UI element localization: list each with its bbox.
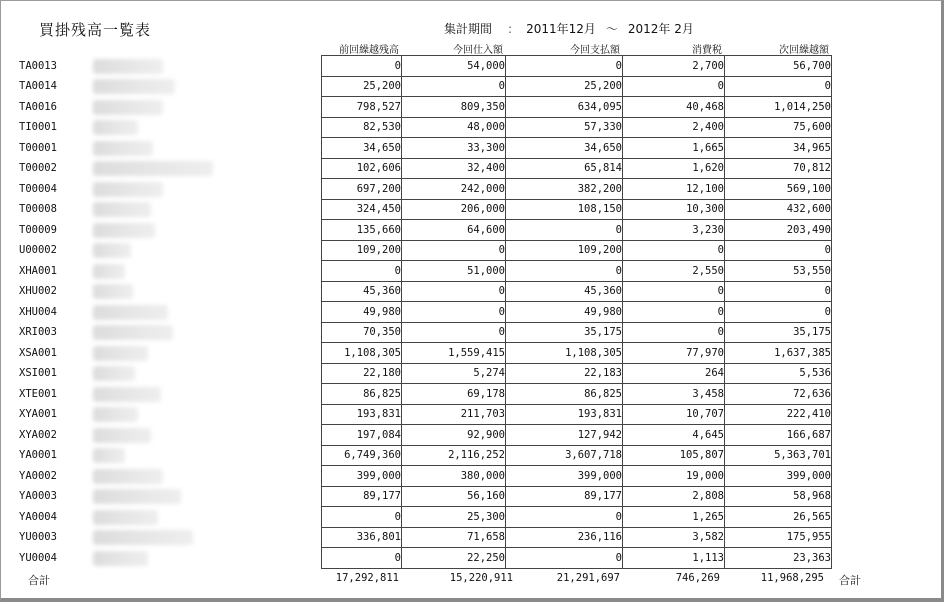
cell-purchases: 206,000 [402,199,506,220]
redaction-blur [93,407,138,422]
cell-prev-balance: 89,177 [322,486,402,507]
cell-prev-balance: 0 [322,507,402,528]
cell-tax: 0 [623,281,725,302]
cell-payments: 22,183 [506,363,623,384]
cell-payments: 49,980 [506,302,623,323]
cell-next-balance: 23,363 [725,548,832,569]
cell-purchases: 25,300 [402,507,506,528]
cell-prev-balance: 1,108,305 [322,343,402,364]
cell-payments: 399,000 [506,466,623,487]
cell-next-balance: 70,812 [725,158,832,179]
report-title: 買掛残高一覧表 [39,21,152,39]
cell-purchases: 0 [402,281,506,302]
cell-purchases: 2,116,252 [402,445,506,466]
supplier-name-redacted [93,343,322,364]
supplier-code: YA0004 [19,510,57,523]
totals-label-right: 合計 [839,574,861,587]
table-row [19,507,832,528]
totals-label-left: 合計 [28,574,50,587]
cell-next-balance: 1,637,385 [725,343,832,364]
cell-prev-balance: 6,749,360 [322,445,402,466]
cell-tax: 2,700 [623,56,725,77]
cell-next-balance: 72,636 [725,384,832,405]
cell-prev-balance: 798,527 [322,97,402,118]
table-row [19,466,832,487]
cell-payments: 1,108,305 [506,343,623,364]
cell-purchases: 0 [402,322,506,343]
redaction-blur [93,202,151,217]
supplier-code: XSA001 [19,346,57,359]
cell-prev-balance: 49,980 [322,302,402,323]
supplier-name-redacted [93,117,322,138]
redaction-blur [93,469,163,484]
supplier-name-redacted [93,527,322,548]
cell-payments: 382,200 [506,179,623,200]
redaction-blur [93,325,173,340]
column-header-tax: 消費税 [692,45,722,56]
table-row [19,56,832,77]
supplier-code: YA0001 [19,449,57,462]
redaction-blur [93,448,125,463]
cell-tax: 1,113 [623,548,725,569]
cell-tax: 0 [623,76,725,97]
cell-purchases: 809,350 [402,97,506,118]
cell-tax: 0 [623,240,725,261]
cell-tax: 1,265 [623,507,725,528]
cell-next-balance: 26,565 [725,507,832,528]
cell-payments: 3,607,718 [506,445,623,466]
column-header-purchases: 今回仕入額 [453,45,503,56]
redaction-blur [93,264,125,279]
cell-prev-balance: 0 [322,261,402,282]
supplier-name-redacted [93,261,322,282]
table-row [19,486,832,507]
column-header-prev-balance: 前回繰越残高 [339,45,399,56]
total-tax: 746,269 [675,572,720,584]
cell-tax: 2,550 [623,261,725,282]
cell-purchases: 5,274 [402,363,506,384]
cell-tax: 77,970 [623,343,725,364]
cell-next-balance: 0 [725,76,832,97]
cell-tax: 1,620 [623,158,725,179]
supplier-name-redacted [93,404,322,425]
period-from: 2011年12月 [526,22,596,36]
cell-next-balance: 34,965 [725,138,832,159]
cell-tax: 0 [623,302,725,323]
supplier-code: YU0003 [19,531,57,544]
cell-prev-balance: 324,450 [322,199,402,220]
cell-next-balance: 0 [725,281,832,302]
table-row [19,158,832,179]
total-purchases: 15,220,911 [449,572,513,584]
cell-purchases: 51,000 [402,261,506,282]
table-row [19,425,832,446]
cell-purchases: 92,900 [402,425,506,446]
cell-prev-balance: 697,200 [322,179,402,200]
cell-prev-balance: 25,200 [322,76,402,97]
cell-prev-balance: 197,084 [322,425,402,446]
cell-payments: 57,330 [506,117,623,138]
table-row [19,404,832,425]
cell-purchases: 33,300 [402,138,506,159]
supplier-name-redacted [93,97,322,118]
cell-prev-balance: 86,825 [322,384,402,405]
table-row [19,97,832,118]
cell-prev-balance: 193,831 [322,404,402,425]
cell-purchases: 71,658 [402,527,506,548]
cell-purchases: 32,400 [402,158,506,179]
table-row [19,302,832,323]
cell-prev-balance: 22,180 [322,363,402,384]
supplier-name-redacted [93,281,322,302]
cell-payments: 634,095 [506,97,623,118]
table-row [19,363,832,384]
cell-payments: 108,150 [506,199,623,220]
supplier-name-redacted [93,199,322,220]
table-row [19,322,832,343]
period-tilde: ～ [605,22,618,36]
cell-purchases: 69,178 [402,384,506,405]
supplier-code: YA0003 [19,490,57,503]
cell-prev-balance: 70,350 [322,322,402,343]
redaction-blur [93,428,151,443]
cell-next-balance: 166,687 [725,425,832,446]
supplier-name-redacted [93,466,322,487]
cell-purchases: 1,559,415 [402,343,506,364]
table-row [19,179,832,200]
cell-tax: 264 [623,363,725,384]
cell-next-balance: 75,600 [725,117,832,138]
redaction-blur [93,551,148,566]
table-row [19,548,832,569]
cell-payments: 0 [506,261,623,282]
cell-tax: 3,458 [623,384,725,405]
supplier-code: T00008 [19,203,57,216]
cell-payments: 109,200 [506,240,623,261]
supplier-code: XRI003 [19,326,57,339]
cell-purchases: 0 [402,240,506,261]
supplier-code: XHU002 [19,285,57,298]
supplier-name-redacted [93,56,322,77]
cell-purchases: 0 [402,76,506,97]
cell-tax: 3,582 [623,527,725,548]
supplier-code: T00002 [19,162,57,175]
supplier-code: TA0013 [19,59,57,72]
cell-tax: 19,000 [623,466,725,487]
cell-payments: 45,360 [506,281,623,302]
supplier-name-redacted [93,363,322,384]
redaction-blur [93,346,148,361]
table-row [19,343,832,364]
cell-payments: 193,831 [506,404,623,425]
supplier-name-redacted [93,425,322,446]
cell-next-balance: 56,700 [725,56,832,77]
cell-tax: 40,468 [623,97,725,118]
cell-next-balance: 53,550 [725,261,832,282]
cell-payments: 0 [506,56,623,77]
cell-tax: 3,230 [623,220,725,241]
redaction-blur [93,510,158,525]
balance-table-body [19,56,832,569]
cell-prev-balance: 0 [322,56,402,77]
supplier-name-redacted [93,486,322,507]
supplier-name-redacted [93,445,322,466]
supplier-name-redacted [93,548,322,569]
supplier-code: T00004 [19,182,57,195]
redaction-blur [93,530,193,545]
cell-next-balance: 222,410 [725,404,832,425]
cell-tax: 2,400 [623,117,725,138]
cell-purchases: 242,000 [402,179,506,200]
supplier-code: XYA001 [19,408,57,421]
cell-next-balance: 0 [725,302,832,323]
supplier-code: TA0014 [19,80,57,93]
cell-next-balance: 399,000 [725,466,832,487]
cell-next-balance: 35,175 [725,322,832,343]
cell-tax: 12,100 [623,179,725,200]
cell-payments: 34,650 [506,138,623,159]
redaction-blur [93,223,155,238]
supplier-name-redacted [93,138,322,159]
cell-payments: 0 [506,220,623,241]
cell-payments: 0 [506,548,623,569]
table-row [19,76,832,97]
cell-tax: 0 [623,322,725,343]
cell-prev-balance: 82,530 [322,117,402,138]
supplier-code: XSI001 [19,367,57,380]
redaction-blur [93,305,168,320]
supplier-code: XYA002 [19,428,57,441]
supplier-code: YU0004 [19,551,57,564]
cell-prev-balance: 135,660 [322,220,402,241]
supplier-code: XHA001 [19,264,57,277]
cell-purchases: 48,000 [402,117,506,138]
redaction-blur [93,59,163,74]
cell-next-balance: 5,536 [725,363,832,384]
supplier-code: XTE001 [19,387,57,400]
table-row [19,240,832,261]
cell-next-balance: 569,100 [725,179,832,200]
supplier-code: T00001 [19,141,57,154]
redaction-blur [93,182,163,197]
supplier-code: XHU004 [19,305,57,318]
cell-prev-balance: 109,200 [322,240,402,261]
cell-tax: 10,707 [623,404,725,425]
redaction-blur [93,387,161,402]
cell-prev-balance: 336,801 [322,527,402,548]
cell-payments: 65,814 [506,158,623,179]
total-prev-balance: 17,292,811 [335,572,399,584]
cell-next-balance: 1,014,250 [725,97,832,118]
column-header-payments: 今回支払額 [570,45,620,56]
cell-purchases: 64,600 [402,220,506,241]
supplier-name-redacted [93,507,322,528]
redaction-blur [93,120,138,135]
cell-tax: 105,807 [623,445,725,466]
table-row [19,220,832,241]
supplier-code: TA0016 [19,100,57,113]
cell-purchases: 22,250 [402,548,506,569]
cell-next-balance: 5,363,701 [725,445,832,466]
cell-prev-balance: 102,606 [322,158,402,179]
cell-next-balance: 0 [725,240,832,261]
table-row [19,199,832,220]
cell-tax: 2,808 [623,486,725,507]
period-label: 集計期間 [444,22,493,36]
supplier-name-redacted [93,384,322,405]
redaction-blur [93,79,175,94]
supplier-code: T00009 [19,223,57,236]
redaction-blur [93,161,213,176]
table-row [19,527,832,548]
table-row [19,384,832,405]
period-header [444,20,694,37]
redaction-blur [93,100,163,115]
period-separator: : [508,22,513,36]
cell-purchases: 380,000 [402,466,506,487]
cell-payments: 25,200 [506,76,623,97]
cell-payments: 236,116 [506,527,623,548]
totals-row [1,572,945,590]
redaction-blur [93,141,153,156]
cell-prev-balance: 45,360 [322,281,402,302]
redaction-blur [93,284,133,299]
redaction-blur [93,243,131,258]
supplier-name-redacted [93,179,322,200]
cell-prev-balance: 399,000 [322,466,402,487]
cell-tax: 1,665 [623,138,725,159]
redaction-blur [93,489,181,504]
table-row [19,281,832,302]
supplier-name-redacted [93,220,322,241]
supplier-name-redacted [93,158,322,179]
cell-purchases: 54,000 [402,56,506,77]
cell-payments: 127,942 [506,425,623,446]
supplier-name-redacted [93,302,322,323]
cell-payments: 0 [506,507,623,528]
balance-table [19,55,832,569]
supplier-code: YA0002 [19,469,57,482]
supplier-name-redacted [93,322,322,343]
table-row [19,445,832,466]
cell-purchases: 211,703 [402,404,506,425]
table-row [19,117,832,138]
redaction-blur [93,366,135,381]
cell-next-balance: 432,600 [725,199,832,220]
cell-payments: 86,825 [506,384,623,405]
cell-prev-balance: 34,650 [322,138,402,159]
supplier-code: TI0001 [19,121,57,134]
cell-tax: 10,300 [623,199,725,220]
cell-purchases: 56,160 [402,486,506,507]
cell-next-balance: 175,955 [725,527,832,548]
cell-payments: 89,177 [506,486,623,507]
supplier-name-redacted [93,76,322,97]
cell-payments: 35,175 [506,322,623,343]
table-row [19,261,832,282]
period-to: 2012年 2月 [627,22,694,36]
cell-purchases: 0 [402,302,506,323]
total-next-balance: 11,968,295 [760,572,824,584]
supplier-name-redacted [93,240,322,261]
supplier-code: U00002 [19,244,57,257]
cell-prev-balance: 0 [322,548,402,569]
cell-tax: 4,645 [623,425,725,446]
cell-next-balance: 58,968 [725,486,832,507]
table-row [19,138,832,159]
column-header-next-balance: 次回繰越額 [779,45,829,56]
cell-next-balance: 203,490 [725,220,832,241]
total-payments: 21,291,697 [556,572,620,584]
